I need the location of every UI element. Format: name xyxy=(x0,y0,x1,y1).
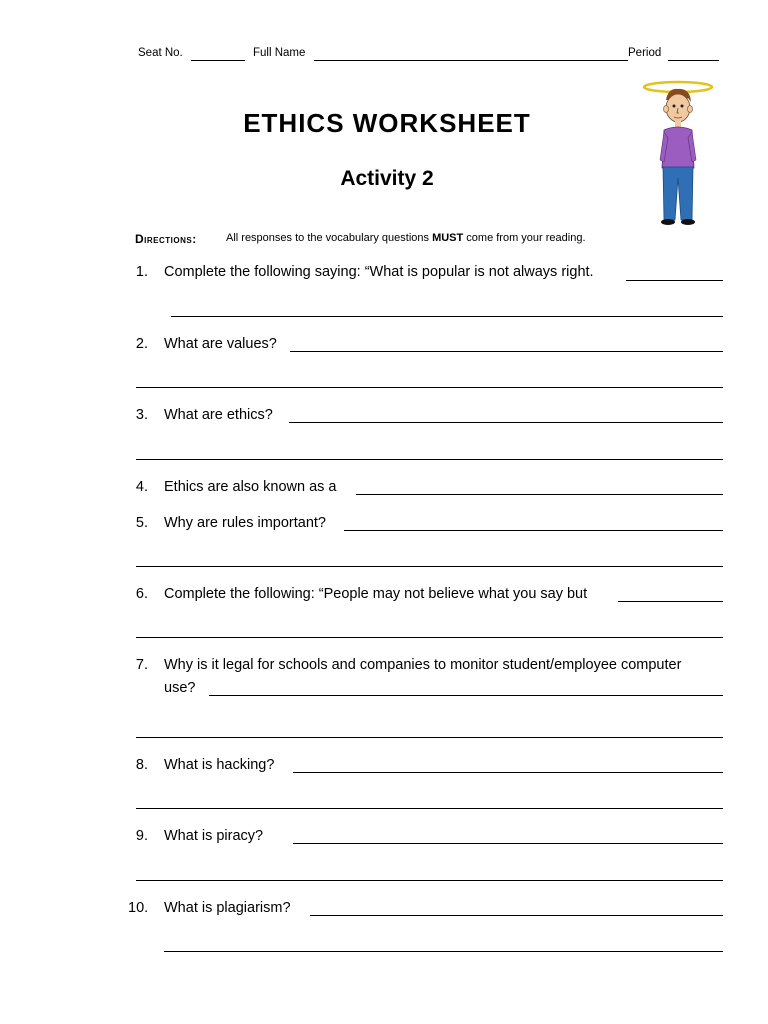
question-number: 3. xyxy=(135,407,148,423)
question-number: 6. xyxy=(135,586,148,602)
question-text: Ethics are also known as a xyxy=(164,479,337,495)
answer-line[interactable] xyxy=(136,387,723,388)
question-number: 2. xyxy=(135,336,148,352)
question-text: What are ethics? xyxy=(164,407,273,423)
question-text: What are values? xyxy=(164,336,277,352)
question-number: 7. xyxy=(135,657,148,673)
question-text: Why are rules important? xyxy=(164,515,326,531)
answer-line[interactable] xyxy=(290,351,723,352)
question-text: Why is it legal for schools and companies to monitor student/employee computer xyxy=(164,657,682,673)
question-number: 10. xyxy=(128,900,149,916)
directions-text: All responses to the vocabulary questions MUST come from your reading. xyxy=(226,232,586,244)
worksheet-title: ETHICS WORKSHEET xyxy=(243,108,531,138)
answer-line[interactable] xyxy=(171,316,723,317)
angel-student-illustration xyxy=(640,78,720,228)
question-text: Complete the following: “People may not believe what you say but xyxy=(164,586,588,602)
answer-line[interactable] xyxy=(618,601,723,602)
seat-number-label: Seat No. xyxy=(138,47,183,59)
question-number: 5. xyxy=(135,515,148,531)
answer-line[interactable] xyxy=(626,280,723,281)
period-label: Period xyxy=(628,47,662,59)
full-name-field[interactable] xyxy=(314,60,628,61)
question-text: What is plagiarism? xyxy=(164,900,291,916)
question-number: 4. xyxy=(135,479,148,495)
full-name-label: Full Name xyxy=(253,47,306,59)
answer-line[interactable] xyxy=(289,422,723,423)
answer-line[interactable] xyxy=(310,915,723,916)
directions-label: Directions: xyxy=(135,232,197,246)
answer-line[interactable] xyxy=(136,459,723,460)
question-text-continued: use? xyxy=(164,680,196,696)
answer-line[interactable] xyxy=(209,695,723,696)
answer-line[interactable] xyxy=(293,843,723,844)
answer-line[interactable] xyxy=(344,530,723,531)
answer-line[interactable] xyxy=(136,637,723,638)
answer-line[interactable] xyxy=(293,772,723,773)
period-field[interactable] xyxy=(668,60,719,61)
question-text: What is hacking? xyxy=(164,757,275,773)
answer-line[interactable] xyxy=(136,566,723,567)
answer-line[interactable] xyxy=(136,880,723,881)
question-number: 8. xyxy=(135,757,148,773)
answer-line[interactable] xyxy=(136,737,723,738)
activity-subtitle: Activity 2 xyxy=(340,167,434,190)
seat-number-field[interactable] xyxy=(191,60,245,61)
answer-line[interactable] xyxy=(356,494,723,495)
question-number: 9. xyxy=(135,828,148,844)
question-number: 1. xyxy=(135,264,148,280)
answer-line[interactable] xyxy=(164,951,723,952)
question-text: Complete the following saying: “What is popular is not always right. xyxy=(164,264,594,280)
answer-line[interactable] xyxy=(136,808,723,809)
question-text: What is piracy? xyxy=(164,828,264,844)
